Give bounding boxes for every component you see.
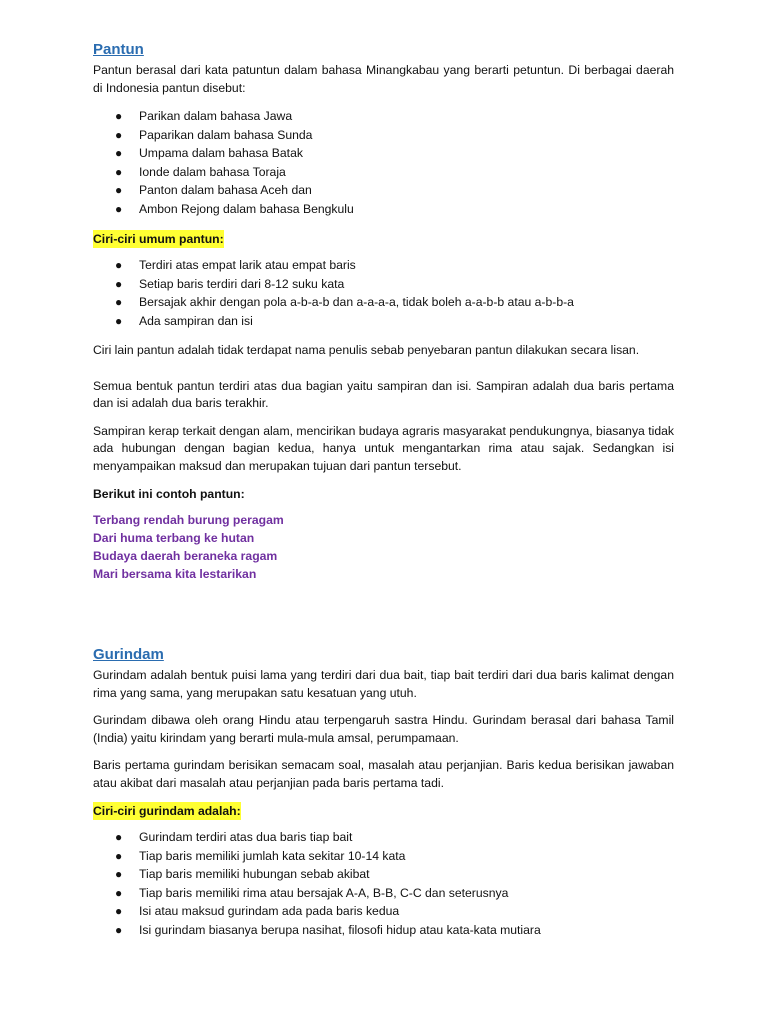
gurindam-para-3: Baris pertama gurindam berisikan semacam soal, masalah atau perjanjian. Baris kedua berisikan jawaban atau akibat dari masalah atau perjanjian pada baris pertama tadi. bbox=[93, 758, 674, 790]
bullet-icon: ● bbox=[115, 183, 123, 197]
gurindam-para-1: Gurindam adalah bentuk puisi lama yang terdiri dari dua bait, tiap bait terdiri dari dua baris kalimat dengan rima yang sama, yang merupakan satu kesatuan yang utuh. bbox=[93, 668, 674, 700]
poem-line: Mari bersama kita lestarikan bbox=[93, 567, 257, 581]
list-item: ● Ionde dalam bahasa Toraja bbox=[93, 163, 674, 182]
pantun-names-list bbox=[93, 107, 674, 218]
list-item: ● Ambon Rejong dalam bahasa Bengkulu bbox=[93, 200, 674, 219]
bullet-icon: ● bbox=[115, 109, 123, 123]
bullet-icon: ● bbox=[115, 201, 123, 216]
bullet-icon: ● bbox=[115, 830, 123, 844]
list-item: ● Isi atau maksud gurindam ada pada baris kedua bbox=[93, 902, 674, 921]
list-item: ● Isi gurindam biasanya berupa nasihat, filosofi hidup atau kata-kata mutiara bbox=[93, 921, 674, 940]
bullet-icon: ● bbox=[115, 867, 123, 881]
list-item: ● Panton dalam bahasa Aceh dan bbox=[93, 181, 674, 200]
gurindam-heading: Gurindam bbox=[93, 646, 164, 663]
pantun-para-2: Semua bentuk pantun terdiri atas dua bagian yaitu sampiran dan isi. Sampiran adalah dua baris pertama dan isi adalah dua baris terakhir. bbox=[93, 378, 674, 410]
bullet-icon: ● bbox=[115, 164, 123, 179]
bullet-icon: ● bbox=[115, 127, 123, 142]
list-item: ● Tiap baris memiliki jumlah kata sekitar 10-14 kata bbox=[93, 847, 674, 866]
document-page bbox=[93, 40, 674, 951]
list-item: ● Bersajak akhir dengan pola a-b-a-b dan a-a-a-a, tidak boleh a-a-b-b atau a-b-b-a bbox=[93, 293, 674, 312]
list-item: ● Ada sampiran dan isi bbox=[93, 312, 674, 331]
bullet-icon: ● bbox=[115, 295, 123, 309]
bullet-icon: ● bbox=[115, 848, 123, 863]
pantun-para-1: Ciri lain pantun adalah tidak terdapat nama penulis sebab penyebaran pantun dilakukan secara lisan. bbox=[93, 343, 640, 357]
bullet-icon: ● bbox=[115, 922, 123, 937]
bullet-icon: ● bbox=[115, 276, 123, 291]
pantun-para-3: Sampiran kerap terkait dengan alam, mencirikan budaya agraris masyarakat pendukungnya, biasanya tidak ada hubungan dengan bagian kedua, hanya untuk mengantarkan rima atau sajak. Sedangkan isi menyampaikan maksud dan merupakan tujuan dari pantun tersebut. bbox=[93, 423, 674, 473]
pantun-ciri-list bbox=[93, 256, 674, 330]
bullet-icon: ● bbox=[115, 146, 123, 160]
list-item: ● Tiap baris memiliki rima atau bersajak A-A, B-B, C-C dan seterusnya bbox=[93, 884, 674, 903]
poem-line: Dari huma terbang ke hutan bbox=[93, 531, 255, 545]
bullet-icon: ● bbox=[115, 313, 123, 328]
bullet-icon: ● bbox=[115, 885, 123, 900]
list-item: ● Terdiri atas empat larik atau empat baris bbox=[93, 256, 674, 275]
list-item: ● Setiap baris terdiri dari 8-12 suku kata bbox=[93, 275, 674, 294]
pantun-example bbox=[93, 511, 674, 583]
gurindam-para-2: Gurindam dibawa oleh orang Hindu atau terpengaruh sastra Hindu. Gurindam berasal dari bahasa Tamil (India) yaitu kirindam yang berarti mula-mula amsal, perumpamaan. bbox=[93, 713, 674, 745]
list-item: ● Tiap baris memiliki hubungan sebab akibat bbox=[93, 865, 674, 884]
gurindam-ciri-list bbox=[93, 828, 674, 939]
list-item: ● Gurindam terdiri atas dua baris tiap bait bbox=[93, 828, 674, 847]
list-item: ● Paparikan dalam bahasa Sunda bbox=[93, 126, 674, 145]
list-item: ● Parikan dalam bahasa Jawa bbox=[93, 107, 674, 126]
pantun-ciri-label: Ciri-ciri umum pantun: bbox=[93, 232, 224, 246]
pantun-intro: Pantun berasal dari kata patuntun dalam bahasa Minangkabau yang berarti petuntun. Di berbagai daerah di Indonesia pantun disebut: bbox=[93, 63, 674, 95]
poem-line: Budaya daerah beraneka ragam bbox=[93, 549, 278, 563]
pantun-contoh-label: Berikut ini contoh pantun: bbox=[93, 487, 245, 501]
list-item: ● Umpama dalam bahasa Batak bbox=[93, 144, 674, 163]
bullet-icon: ● bbox=[115, 904, 123, 918]
poem-line: Terbang rendah burung peragam bbox=[93, 513, 284, 527]
pantun-heading: Pantun bbox=[93, 41, 144, 58]
gurindam-ciri-label: Ciri-ciri gurindam adalah: bbox=[93, 804, 241, 818]
bullet-icon: ● bbox=[115, 258, 123, 272]
